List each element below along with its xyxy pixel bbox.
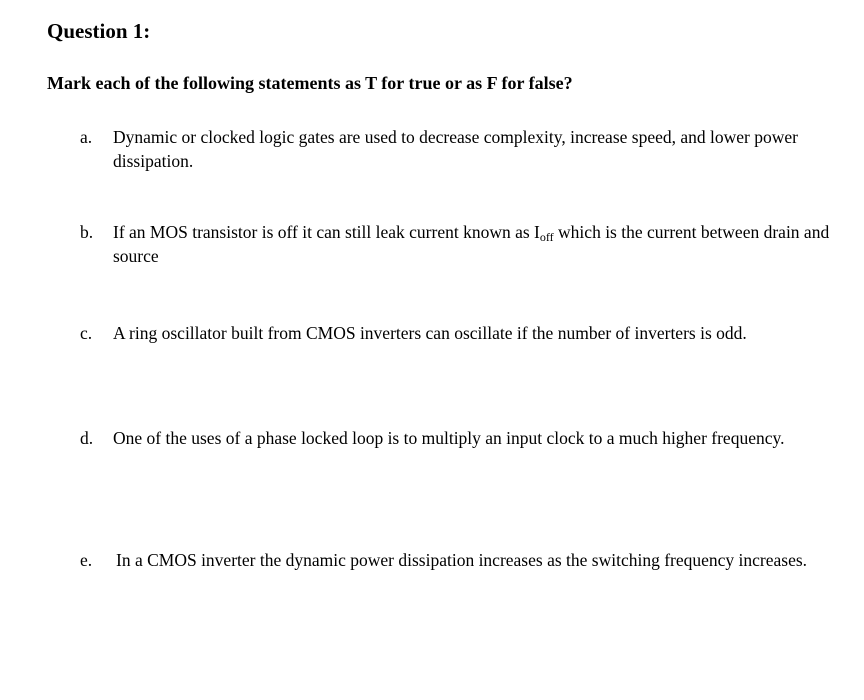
- statement-text-after: which is the current between drain and source: [113, 222, 830, 266]
- statement-text: In a CMOS inverter the dynamic power dissipation increases as the switching frequency increases.: [116, 550, 808, 570]
- statement-text: [113, 220, 840, 268]
- statement-marker: e.: [80, 550, 93, 570]
- statement-b: [80, 220, 840, 268]
- statement-text: Dynamic or clocked logic gates are used to decrease complexity, increase speed, and lower power dissipation.: [113, 127, 798, 171]
- statement-marker: a.: [80, 127, 93, 147]
- statement-d: [80, 426, 840, 450]
- statement-text-before: If an MOS transistor is off it can still leak current known as I: [113, 222, 540, 242]
- current-subscript: off: [539, 230, 554, 244]
- statement-marker: b.: [80, 222, 94, 242]
- question-title: Question 1:: [47, 19, 151, 43]
- statement-text: A ring oscillator built from CMOS inverters can oscillate if the number of inverters is odd.: [113, 323, 747, 343]
- statement-marker: c.: [80, 323, 93, 343]
- statement-c: [80, 321, 840, 345]
- statement-text: One of the uses of a phase locked loop is to multiply an input clock to a much higher frequency.: [113, 428, 785, 448]
- statement-e: [80, 548, 840, 572]
- statement-marker: d.: [80, 428, 94, 448]
- statement-a: [80, 125, 840, 173]
- question-instruction: Mark each of the following statements as T for true or as F for false?: [47, 73, 573, 93]
